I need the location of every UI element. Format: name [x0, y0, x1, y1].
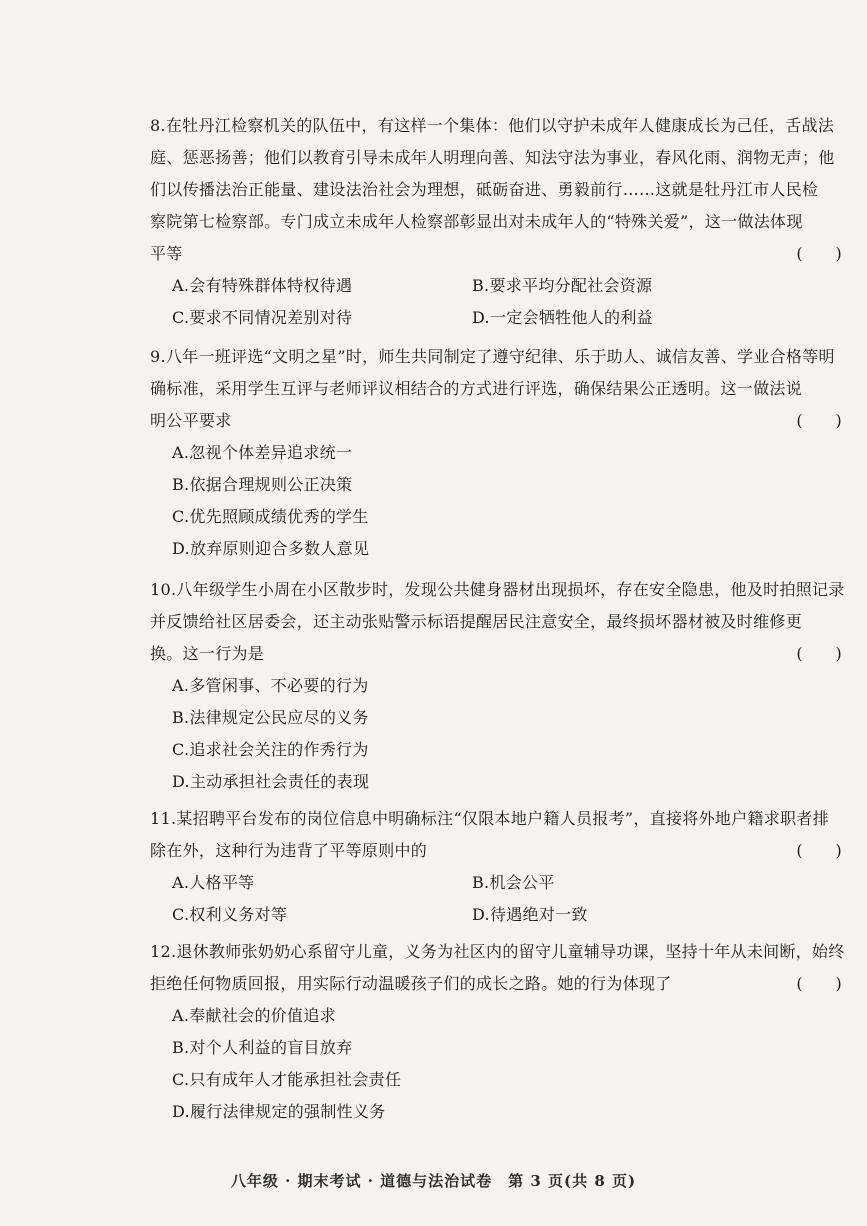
question-stem-text: 拒绝任何物质回报，用实际行动温暖孩子们的成长之路。她的行为体现了 — [150, 974, 672, 993]
option-a: A.人格平等 — [172, 873, 255, 892]
option-c: C.要求不同情况差别对待 — [172, 308, 353, 327]
page-footer: 八年级 · 期末考试 · 道德与法治试卷 第 3 页(共 8 页) — [230, 1172, 637, 1190]
question-stem-text: 除在外，这种行为违背了平等原则中的 — [150, 841, 428, 860]
option-a: A.奉献社会的价值追求 — [172, 1006, 336, 1025]
question-stem-line: 8.在牡丹江检察机关的队伍中，有这样一个集体：他们以守护未成年人健康成长为己任，舌战法 — [150, 116, 835, 135]
option-d: D.待遇绝对一致 — [472, 905, 588, 924]
option-c: C.优先照顾成绩优秀的学生 — [172, 507, 369, 526]
question-stem-line: 庭、惩恶扬善；他们以教育引导未成年人明理向善、知法守法为事业，春风化雨、润物无声；他 — [150, 148, 835, 167]
question-stem-line: 12.退休教师张奶奶心系留守儿童，义务为社区内的留守儿童辅导功课，坚持十年从未间断，始终 — [150, 942, 845, 961]
question-stem-line — [150, 405, 842, 437]
question-stem-line: 9.八年一班评选“文明之星”时，师生共同制定了遵守纪律、乐于助人、诚信友善、学业合格等明 — [150, 347, 835, 366]
question-stem-line: 10.八年级学生小周在小区散步时，发现公共健身器材出现损坏，存在安全隐患，他及时拍照记录 — [150, 580, 845, 599]
question-stem-line: 11.某招聘平台发布的岗位信息中明确标注“仅限本地户籍人员报考”，直接将外地户籍求职者排 — [150, 809, 830, 828]
question-9 — [150, 341, 842, 565]
option-c: C.追求社会关注的作秀行为 — [172, 740, 369, 759]
option-b: B.法律规定公民应尽的义务 — [172, 708, 369, 727]
question-stem-line — [150, 835, 842, 867]
answer-blank: ( ) — [796, 841, 842, 860]
question-8 — [150, 110, 842, 334]
question-10 — [150, 574, 845, 798]
option-row — [150, 270, 842, 302]
option-b: B.机会公平 — [472, 873, 555, 892]
option-d: D.履行法律规定的强制性义务 — [172, 1102, 386, 1121]
answer-blank: ( ) — [796, 244, 842, 263]
question-stem-text: 平等 — [150, 244, 183, 263]
question-stem-line — [150, 238, 842, 270]
option-c: C.权利义务对等 — [172, 905, 288, 924]
option-row — [150, 867, 842, 899]
question-stem-line: 察院第七检察部。专门成立未成年人检察部彰显出对未成年人的“特殊关爱”，这一做法体现 — [150, 212, 803, 231]
question-stem-text: 明公平要求 — [150, 411, 232, 430]
option-row — [150, 302, 842, 334]
option-d: D.放弃原则迎合多数人意见 — [172, 539, 370, 558]
option-b: B.依据合理规则公正决策 — [172, 475, 353, 494]
option-d: D.主动承担社会责任的表现 — [172, 772, 370, 791]
option-a: A.多管闲事、不必要的行为 — [172, 676, 369, 695]
question-stem-line — [150, 638, 842, 670]
option-a: A.会有特殊群体特权待遇 — [172, 276, 353, 295]
question-12 — [150, 936, 845, 1128]
option-c: C.只有成年人才能承担社会责任 — [172, 1070, 402, 1089]
question-stem-text: 换。这一行为是 — [150, 644, 265, 663]
option-a: A.忽视个体差异追求统一 — [172, 443, 353, 462]
option-b: B.要求平均分配社会资源 — [472, 276, 653, 295]
option-d: D.一定会牺牲他人的利益 — [472, 308, 653, 327]
answer-blank: ( ) — [796, 411, 842, 430]
question-stem-line: 并反馈给社区居委会，还主动张贴警示标语提醒居民注意安全，最终损坏器材被及时维修更 — [150, 612, 803, 631]
question-stem-line — [150, 968, 842, 1000]
question-11 — [150, 803, 842, 931]
answer-blank: ( ) — [796, 644, 842, 663]
option-b: B.对个人利益的盲目放弃 — [172, 1038, 353, 1057]
answer-blank: ( ) — [796, 974, 842, 993]
question-stem-line: 确标准，采用学生互评与老师评议相结合的方式进行评选，确保结果公正透明。这一做法说 — [150, 379, 803, 398]
question-stem-line: 们以传播法治正能量、建设法治社会为理想，砥砺奋进、勇毅前行……这就是牡丹江市人民检 — [150, 180, 819, 199]
option-row — [150, 899, 842, 931]
